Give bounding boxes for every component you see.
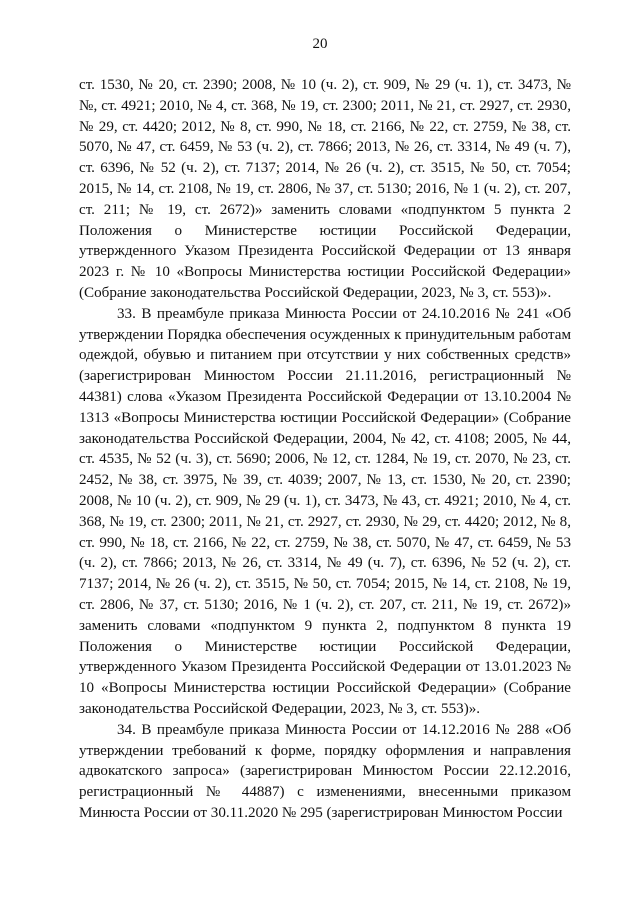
document-body	[79, 75, 571, 824]
page-number: 20	[312, 36, 328, 52]
paragraph-continuation: ст. 1530, № 20, ст. 2390; 2008, № 10 (ч. 2), ст. 909, № 29 (ч. 1), ст. 3473, № №, ст. 4921; 2010, № 4, ст. 368, № 19, ст. 2300; 2011, № 21, ст. 2927, ст. 2930, № 29, ст. 4420; 2012, № 8, ст. 990, № 18, ст. 2166, № 22, ст. 2759, № 38, ст. 5070, № 47, ст. 6459, № 53 (ч. 2), ст. 7866; 2013, № 26, ст. 3314, № 49 (ч. 7), ст. 6396, № 52 (ч. 2), ст. 7137; 2014, № 26 (ч. 2), ст. 3515, № 50, ст. 7054; 2015, № 14, ст. 2108, № 19, ст. 2806, № 37, ст. 5130; 2016, № 1 (ч. 2), ст. 207, ст. 211; № 19, ст. 2672)» заменить словами «подпунктом 5 пункта 2 Положения о Министерстве юстиции Российской Федерации, утвержденного Указом Президента Российской Федерации от 13 января 2023 г. № 10 «Вопросы Министерства юстиции Российской Федерации» (Собрание законодательства Российской Федерации, 2023, № 3, ст. 553)».	[79, 77, 571, 301]
paragraph-item-34: 34. В преамбуле приказа Минюста России от 14.12.2016 № 288 «Об утверждении требований к форме, порядку оформления и направления адвокатского запроса» (зарегистрирован Минюстом России 22.12.2016, регистрационный № 44887) с изменениями, внесенными приказом Минюста России от 30.11.2020 № 295 (зарегистрирован Минюстом России	[79, 721, 571, 821]
paragraph-item-33: 33. В преамбуле приказа Минюста России от 24.10.2016 № 241 «Об утверждении Порядка обеспечения осужденных к принудительным работам одеждой, обувью и питанием при отсутствии у них собственных средств» (зарегистрирован Минюстом России 21.11.2016, регистрационный № 44381) слова «Указом Президента Российской Федерации от 13.10.2004 № 1313 «Вопросы Министерства юстиции Российской Федерации» (Собрание законодательства Российской Федерации, 2004, № 42, ст. 4108; 2005, № 44, ст. 4535, № 52 (ч. 3), ст. 5690; 2006, № 12, ст. 1284, № 19, ст. 2070, № 23, ст. 2452, № 38, ст. 3975, № 39, ст. 4039; 2007, № 13, ст. 1530, № 20, ст. 2390; 2008, № 10 (ч. 2), ст. 909, № 29 (ч. 1), ст. 3473, № 43, ст. 4921; 2010, № 4, ст. 368, № 19, ст. 2300; 2011, № 21, ст. 2927, ст. 2930, № 29, ст. 4420; 2012, № 8, ст. 990, № 18, ст. 2166, № 22, ст. 2759, № 38, ст. 5070, № 47, ст. 6459, № 53 (ч. 2), ст. 7866; 2013, № 26, ст. 3314, № 49 (ч. 7), ст. 6396, № 52 (ч. 2), ст. 7137; 2014, № 26 (ч. 2), ст. 3515, № 50, ст. 7054; 2015, № 14, ст. 2108, № 19, ст. 2806, № 37, ст. 5130; 2016, № 1 (ч. 2), ст. 207, ст. 211, № 19, ст. 2672)» заменить словами «подпунктом 9 пункта 2, подпунктом 8 пункта 19 Положения о Министерстве юстиции Российской Федерации, утвержденного Указом Президента Российской Федерации от 13.01.2023 № 10 «Вопросы Министерства юстиции Российской Федерации» (Собрание законодательства Российской Федерации, 2023, № 3, ст. 553)».	[79, 305, 571, 717]
